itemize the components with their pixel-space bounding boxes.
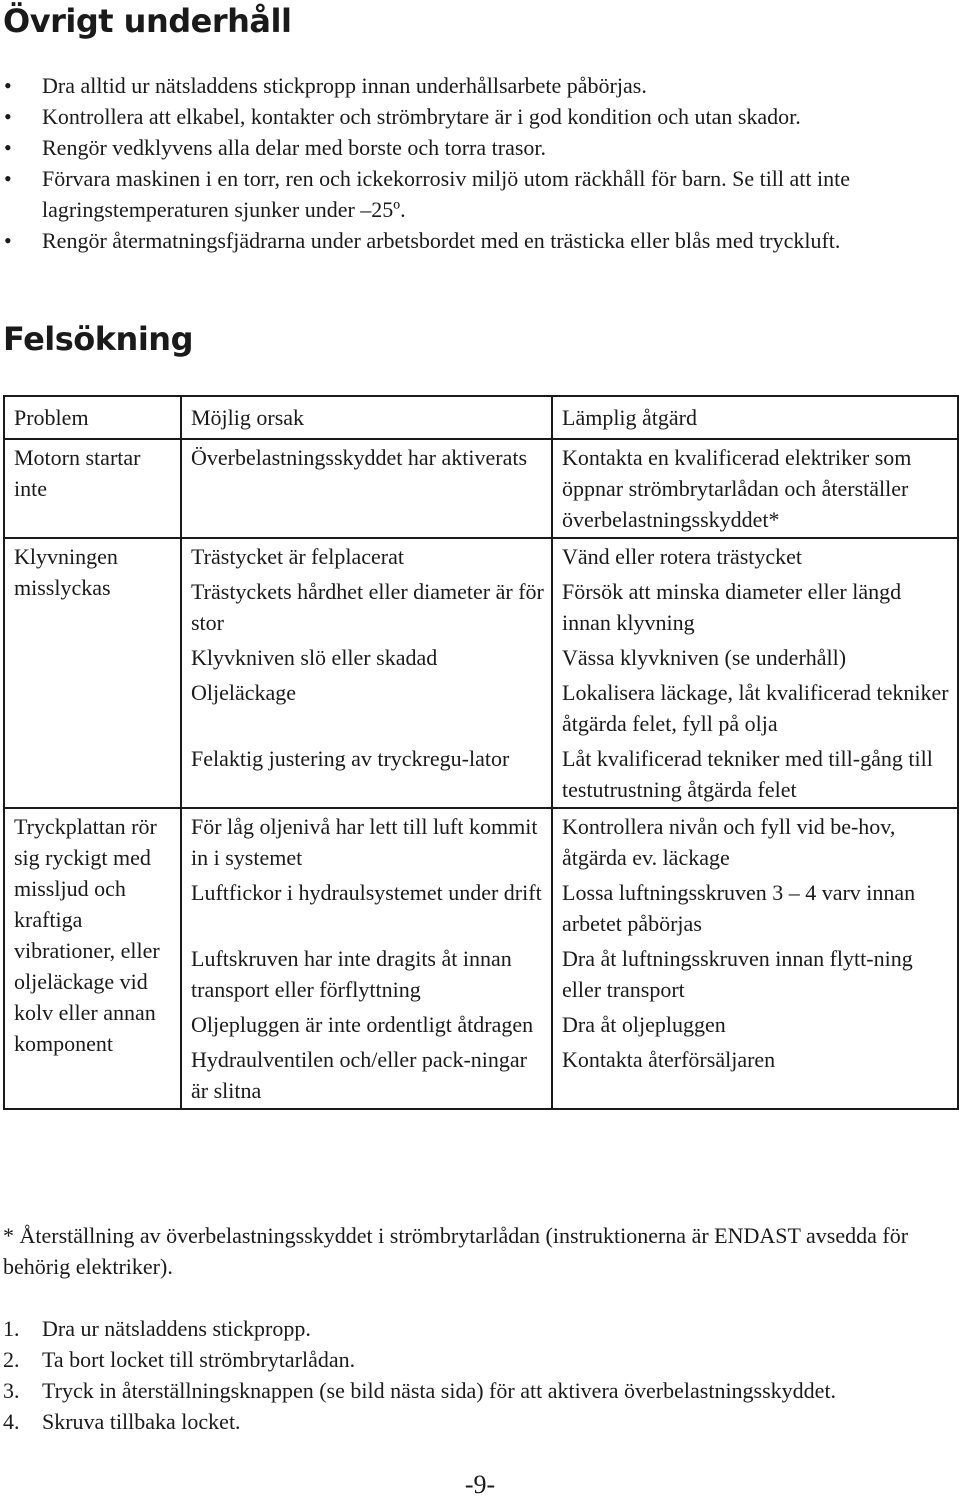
list-item [0,1406,960,1437]
maintenance-heading: Övrigt underhåll [3,2,292,40]
cause-cell: Trästycket är felplacerat [181,538,552,574]
page-number: -9- [464,1470,496,1499]
action-cell: Vänd eller rotera trästycket [552,538,958,574]
cause-cell: Överbelastningsskyddet har aktiverats [181,439,552,538]
troubleshooting-heading: Felsökning [3,320,193,358]
step-number: 2. [3,1347,20,1372]
bullet-marker: • [4,166,12,191]
cause-cell: Felaktig justering av tryckregu-lator [181,741,552,808]
cause-cell: Luftskruven har inte dragits åt innan transport eller förflyttning [181,941,552,1007]
table-row [4,538,958,574]
list-item [0,132,955,163]
bullet-marker: • [4,73,12,98]
cause-cell: Trästyckets hårdhet eller diameter är för stor [181,574,552,640]
column-header-action: Lämplig åtgärd [552,396,958,439]
list-item [0,101,955,132]
action-cell: Låt kvalificerad tekniker med till-gång till testutrustning åtgärda felet [562,746,933,802]
problem-cell: Tryckplattan rör sig ryckigt med missljud och kraftiga vibrationer, eller oljeläckage vid kolv eller annan komponent [4,808,181,1109]
bullet-marker: • [4,228,12,253]
step-text: Dra ur nätsladdens stickpropp. [42,1316,311,1341]
reset-steps-list [0,1313,960,1437]
column-header-cause: Möjlig orsak [181,396,552,439]
action-cell: Försök att minska diameter eller längd innan klyvning [562,579,902,635]
list-item-text: Kontrollera att elkabel, kontakter och strömbrytare är i god kondition och utan skador. [42,104,801,129]
list-item-text: Rengör återmatningsfjädrarna under arbetsbordet med en trästicka eller blås med tryckluft. [42,228,841,253]
cause-cell: Oljeläckage [181,675,552,741]
step-text: Skruva tillbaka locket. [42,1409,241,1434]
list-item [0,1375,960,1406]
action-cell: Lokalisera läckage, låt kvalificerad tekniker åtgärda felet, fyll på olja [562,680,949,736]
cause-cell: För låg oljenivå har lett till luft kommit in i systemet [181,808,552,875]
table-row [4,808,958,875]
action-cell: Kontrollera nivån och fyll vid be-hov, åtgärda ev. läckage [552,808,958,875]
list-item [0,1313,960,1344]
problem-cell: Motorn startar inte [4,439,181,538]
action-cell: Kontakta återförsäljaren [562,1047,776,1072]
table-header-row [4,396,958,439]
bullet-marker: • [4,104,12,129]
table-row [4,439,958,538]
list-item [0,163,955,225]
action-cell: Lossa luftningsskruven 3 – 4 varv innan arbetet påbörjas [562,880,916,936]
action-cell: Vässa klyvkniven (se underhåll) [562,645,847,670]
list-item-text: Förvara maskinen i en torr, ren och ickekorrosiv miljö utom räckhåll för barn. Se till att inte lagringstemperaturen sjunker under –25º. [42,166,851,222]
step-text: Tryck in återställningsknappen (se bild nästa sida) för att aktivera överbelastningsskyddet. [42,1378,837,1403]
list-item [0,70,955,101]
maintenance-list [0,70,955,256]
list-item [0,225,955,256]
footnote: * Återställning av överbelastningsskyddet i strömbrytarlådan (instruktionerna är ENDAST avsedda för behörig elektriker). [3,1223,909,1279]
action-cell: Dra åt oljepluggen [562,1012,726,1037]
problem-cell: Klyvningen misslyckas [4,538,181,808]
list-item-text: Dra alltid ur nätsladdens stickpropp innan underhållsarbete påbörjas. [42,73,647,98]
cause-cell: Oljepluggen är inte ordentligt åtdragen [181,1007,552,1042]
action-cell: Dra åt luftningsskruven innan flytt-ning eller transport [562,946,913,1002]
cause-cell: Hydraulventilen och/eller pack-ningar är slitna [181,1042,552,1109]
step-number: 1. [3,1316,20,1341]
cause-cell: Klyvkniven slö eller skadad [181,640,552,675]
list-item [0,1344,960,1375]
action-cell: Kontakta en kvalificerad elektriker som öppnar strömbrytarlådan och återställer överbelastningsskyddet* [562,445,912,532]
cause-cell: Luftfickor i hydraulsystemet under drift [181,875,552,941]
step-number: 3. [3,1378,20,1403]
step-number: 4. [3,1409,20,1434]
column-header-problem: Problem [4,396,181,439]
troubleshooting-table [3,395,959,1110]
list-item-text: Rengör vedklyvens alla delar med borste och torra trasor. [42,135,547,160]
step-text: Ta bort locket till strömbrytarlådan. [42,1347,356,1372]
bullet-marker: • [4,135,12,160]
